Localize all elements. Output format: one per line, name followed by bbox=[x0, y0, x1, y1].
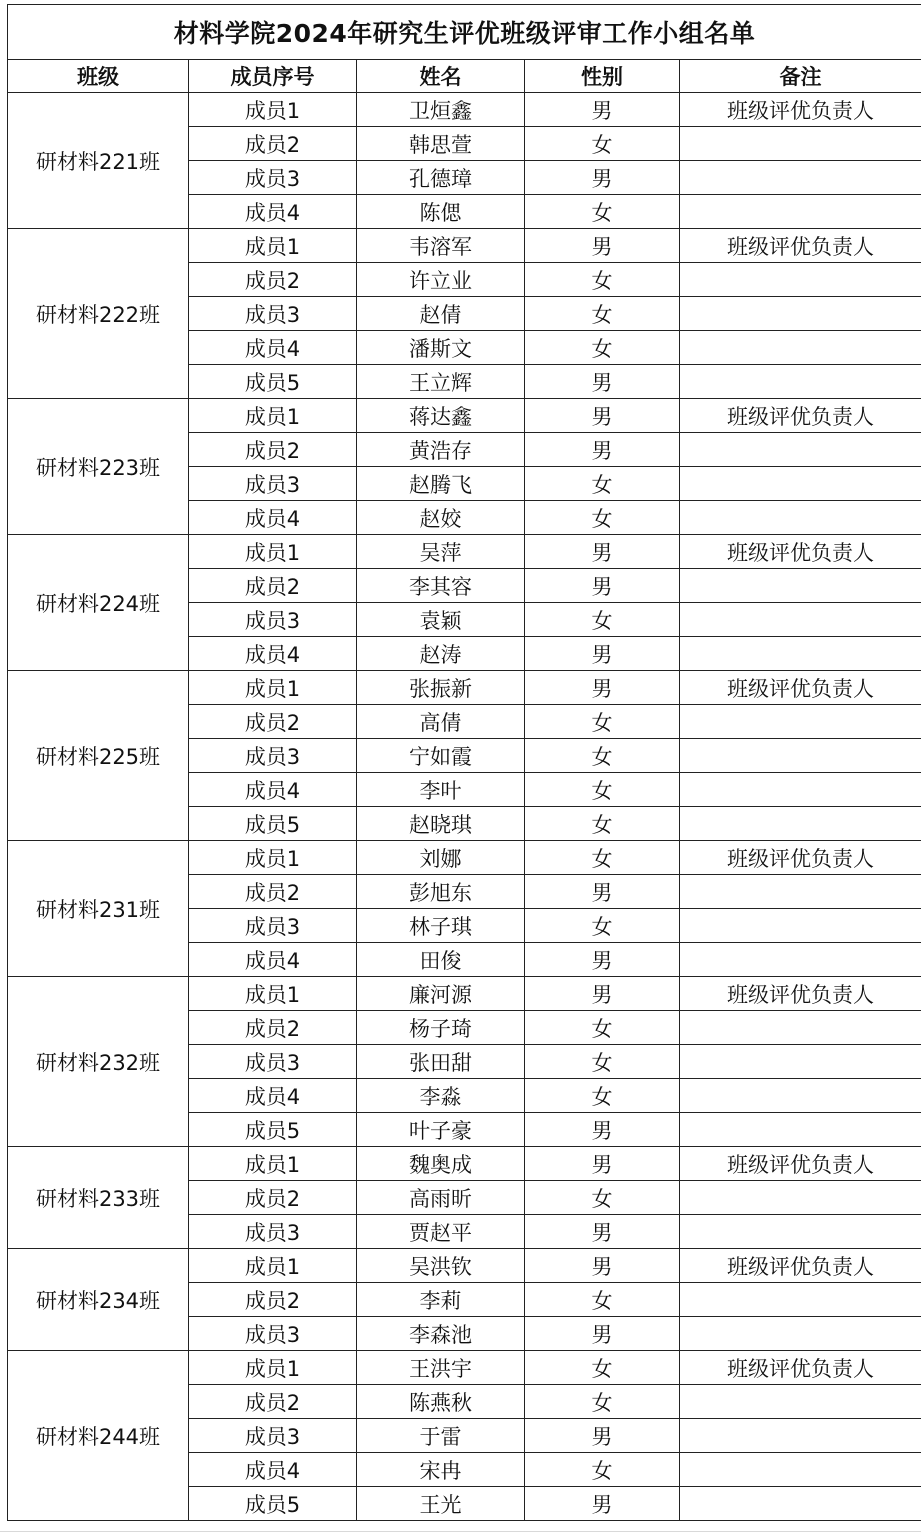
name-cell[interactable]: 吴萍 bbox=[357, 535, 525, 569]
gender-cell[interactable]: 女 bbox=[525, 1011, 680, 1045]
note-cell[interactable]: 班级评优负责人 bbox=[680, 93, 921, 127]
name-cell[interactable]: 许立业 bbox=[357, 263, 525, 297]
class-cell[interactable]: 研材料231班 bbox=[8, 841, 189, 977]
name-cell[interactable]: 魏奥成 bbox=[357, 1147, 525, 1181]
gender-cell[interactable]: 男 bbox=[525, 433, 680, 467]
name-cell[interactable]: 廉河源 bbox=[357, 977, 525, 1011]
gender-cell[interactable]: 女 bbox=[525, 263, 680, 297]
note-cell[interactable]: 班级评优负责人 bbox=[680, 977, 921, 1011]
name-cell[interactable]: 宁如霞 bbox=[357, 739, 525, 773]
name-cell[interactable]: 田俊 bbox=[357, 943, 525, 977]
note-cell[interactable] bbox=[680, 603, 921, 637]
gender-cell[interactable]: 男 bbox=[525, 977, 680, 1011]
gender-cell[interactable]: 男 bbox=[525, 943, 680, 977]
gender-cell[interactable]: 男 bbox=[525, 1215, 680, 1249]
note-cell[interactable] bbox=[680, 1079, 921, 1113]
gender-cell[interactable]: 女 bbox=[525, 1453, 680, 1487]
table-row bbox=[8, 977, 921, 1011]
note-cell[interactable] bbox=[680, 569, 921, 603]
name-cell[interactable]: 王洪宇 bbox=[357, 1351, 525, 1385]
note-cell[interactable] bbox=[680, 1283, 921, 1317]
gender-cell[interactable]: 男 bbox=[525, 365, 680, 399]
gender-cell[interactable]: 男 bbox=[525, 1317, 680, 1351]
note-cell[interactable] bbox=[680, 1453, 921, 1487]
gender-cell[interactable]: 女 bbox=[525, 705, 680, 739]
name-cell[interactable]: 王立辉 bbox=[357, 365, 525, 399]
member-seq-cell[interactable]: 成员3 bbox=[189, 1419, 357, 1453]
member-seq-cell[interactable]: 成员3 bbox=[189, 739, 357, 773]
table-row bbox=[8, 671, 921, 705]
member-seq-cell[interactable]: 成员4 bbox=[189, 1079, 357, 1113]
gender-cell[interactable]: 男 bbox=[525, 229, 680, 263]
note-cell[interactable] bbox=[680, 433, 921, 467]
member-seq-cell[interactable]: 成员2 bbox=[189, 705, 357, 739]
member-seq-cell[interactable]: 成员1 bbox=[189, 1147, 357, 1181]
member-seq-cell[interactable]: 成员2 bbox=[189, 569, 357, 603]
member-seq-cell[interactable]: 成员3 bbox=[189, 1045, 357, 1079]
note-cell[interactable] bbox=[680, 195, 921, 229]
name-cell[interactable]: 杨子琦 bbox=[357, 1011, 525, 1045]
gender-cell[interactable]: 男 bbox=[525, 671, 680, 705]
name-cell[interactable]: 高雨昕 bbox=[357, 1181, 525, 1215]
note-cell[interactable] bbox=[680, 467, 921, 501]
name-cell[interactable]: 卫烜鑫 bbox=[357, 93, 525, 127]
header-note[interactable]: 备注 bbox=[680, 60, 921, 93]
gender-cell[interactable]: 女 bbox=[525, 1351, 680, 1385]
title-row bbox=[8, 5, 921, 60]
note-cell[interactable] bbox=[680, 365, 921, 399]
gender-cell[interactable]: 女 bbox=[525, 467, 680, 501]
member-seq-cell[interactable]: 成员4 bbox=[189, 1453, 357, 1487]
member-seq-cell[interactable]: 成员1 bbox=[189, 841, 357, 875]
name-cell[interactable]: 于雷 bbox=[357, 1419, 525, 1453]
class-cell[interactable]: 研材料223班 bbox=[8, 399, 189, 535]
name-cell[interactable]: 韩思萱 bbox=[357, 127, 525, 161]
note-cell[interactable] bbox=[680, 1181, 921, 1215]
member-seq-cell[interactable]: 成员5 bbox=[189, 365, 357, 399]
class-cell[interactable]: 研材料221班 bbox=[8, 93, 189, 229]
member-seq-cell[interactable]: 成员4 bbox=[189, 943, 357, 977]
note-cell[interactable] bbox=[680, 1385, 921, 1419]
member-seq-cell[interactable]: 成员4 bbox=[189, 637, 357, 671]
note-cell[interactable] bbox=[680, 161, 921, 195]
name-cell[interactable]: 李淼 bbox=[357, 1079, 525, 1113]
class-cell[interactable]: 研材料244班 bbox=[8, 1351, 189, 1521]
gender-cell[interactable]: 女 bbox=[525, 501, 680, 535]
member-seq-cell[interactable]: 成员2 bbox=[189, 1011, 357, 1045]
member-seq-cell[interactable]: 成员1 bbox=[189, 93, 357, 127]
name-cell[interactable]: 赵晓琪 bbox=[357, 807, 525, 841]
gender-cell[interactable]: 女 bbox=[525, 195, 680, 229]
member-seq-cell[interactable]: 成员4 bbox=[189, 501, 357, 535]
note-cell[interactable]: 班级评优负责人 bbox=[680, 1249, 921, 1283]
member-seq-cell[interactable]: 成员2 bbox=[189, 433, 357, 467]
header-row bbox=[8, 60, 921, 93]
name-cell[interactable]: 李莉 bbox=[357, 1283, 525, 1317]
gender-cell[interactable]: 男 bbox=[525, 399, 680, 433]
gender-cell[interactable]: 女 bbox=[525, 297, 680, 331]
member-seq-cell[interactable]: 成员1 bbox=[189, 535, 357, 569]
note-cell[interactable] bbox=[680, 1215, 921, 1249]
gender-cell[interactable]: 男 bbox=[525, 161, 680, 195]
note-cell[interactable]: 班级评优负责人 bbox=[680, 399, 921, 433]
table-row bbox=[8, 93, 921, 127]
gender-cell[interactable]: 男 bbox=[525, 1487, 680, 1521]
gender-cell[interactable]: 女 bbox=[525, 773, 680, 807]
member-seq-cell[interactable]: 成员3 bbox=[189, 1215, 357, 1249]
gender-cell[interactable]: 女 bbox=[525, 127, 680, 161]
name-cell[interactable]: 李其容 bbox=[357, 569, 525, 603]
name-cell[interactable]: 陈偲 bbox=[357, 195, 525, 229]
member-seq-cell[interactable]: 成员2 bbox=[189, 127, 357, 161]
gender-cell[interactable]: 女 bbox=[525, 807, 680, 841]
name-cell[interactable]: 蒋达鑫 bbox=[357, 399, 525, 433]
class-cell[interactable]: 研材料232班 bbox=[8, 977, 189, 1147]
note-cell[interactable]: 班级评优负责人 bbox=[680, 841, 921, 875]
header-gender[interactable]: 性别 bbox=[525, 60, 680, 93]
gender-cell[interactable]: 女 bbox=[525, 1283, 680, 1317]
note-cell[interactable]: 班级评优负责人 bbox=[680, 535, 921, 569]
gender-cell[interactable]: 男 bbox=[525, 875, 680, 909]
note-cell[interactable] bbox=[680, 297, 921, 331]
member-seq-cell[interactable]: 成员2 bbox=[189, 1385, 357, 1419]
note-cell[interactable] bbox=[680, 127, 921, 161]
member-seq-cell[interactable]: 成员3 bbox=[189, 297, 357, 331]
gender-cell[interactable]: 男 bbox=[525, 93, 680, 127]
note-cell[interactable] bbox=[680, 1113, 921, 1147]
name-cell[interactable]: 刘娜 bbox=[357, 841, 525, 875]
member-seq-cell[interactable]: 成员5 bbox=[189, 807, 357, 841]
name-cell[interactable]: 赵倩 bbox=[357, 297, 525, 331]
class-cell[interactable]: 研材料234班 bbox=[8, 1249, 189, 1351]
name-cell[interactable]: 赵姣 bbox=[357, 501, 525, 535]
name-cell[interactable]: 彭旭东 bbox=[357, 875, 525, 909]
header-class[interactable]: 班级 bbox=[8, 60, 189, 93]
name-cell[interactable]: 贾赵平 bbox=[357, 1215, 525, 1249]
member-seq-cell[interactable]: 成员4 bbox=[189, 331, 357, 365]
note-cell[interactable] bbox=[680, 943, 921, 977]
note-cell[interactable] bbox=[680, 875, 921, 909]
table-title[interactable]: 材料学院2024年研究生评优班级评审工作小组名单 bbox=[8, 5, 921, 60]
name-cell[interactable]: 高倩 bbox=[357, 705, 525, 739]
name-cell[interactable]: 李叶 bbox=[357, 773, 525, 807]
sheet-gridline bbox=[0, 1531, 921, 1532]
member-seq-cell[interactable]: 成员2 bbox=[189, 875, 357, 909]
header-member-seq[interactable]: 成员序号 bbox=[189, 60, 357, 93]
note-cell[interactable] bbox=[680, 705, 921, 739]
name-cell[interactable]: 赵腾飞 bbox=[357, 467, 525, 501]
table-row bbox=[8, 1351, 921, 1385]
name-cell[interactable]: 张田甜 bbox=[357, 1045, 525, 1079]
note-cell[interactable] bbox=[680, 1011, 921, 1045]
name-cell[interactable]: 袁颖 bbox=[357, 603, 525, 637]
note-cell[interactable] bbox=[680, 1045, 921, 1079]
gender-cell[interactable]: 男 bbox=[525, 1147, 680, 1181]
note-cell[interactable] bbox=[680, 331, 921, 365]
gender-cell[interactable]: 女 bbox=[525, 739, 680, 773]
gender-cell[interactable]: 女 bbox=[525, 1079, 680, 1113]
table-row bbox=[8, 399, 921, 433]
member-seq-cell[interactable]: 成员1 bbox=[189, 977, 357, 1011]
gender-cell[interactable]: 女 bbox=[525, 331, 680, 365]
header-name[interactable]: 姓名 bbox=[357, 60, 525, 93]
note-cell[interactable] bbox=[680, 1487, 921, 1521]
gender-cell[interactable]: 女 bbox=[525, 1385, 680, 1419]
gender-cell[interactable]: 男 bbox=[525, 637, 680, 671]
member-seq-cell[interactable]: 成员3 bbox=[189, 909, 357, 943]
gender-cell[interactable]: 男 bbox=[525, 1249, 680, 1283]
note-cell[interactable] bbox=[680, 637, 921, 671]
note-cell[interactable] bbox=[680, 909, 921, 943]
note-cell[interactable]: 班级评优负责人 bbox=[680, 1147, 921, 1181]
note-cell[interactable] bbox=[680, 807, 921, 841]
note-cell[interactable] bbox=[680, 773, 921, 807]
gender-cell[interactable]: 男 bbox=[525, 535, 680, 569]
class-cell[interactable]: 研材料225班 bbox=[8, 671, 189, 841]
member-seq-cell[interactable]: 成员1 bbox=[189, 1351, 357, 1385]
member-seq-cell[interactable]: 成员3 bbox=[189, 161, 357, 195]
table-row bbox=[8, 1249, 921, 1283]
class-cell[interactable]: 研材料222班 bbox=[8, 229, 189, 399]
member-seq-cell[interactable]: 成员1 bbox=[189, 399, 357, 433]
note-cell[interactable]: 班级评优负责人 bbox=[680, 1351, 921, 1385]
spreadsheet bbox=[7, 4, 921, 1521]
note-cell[interactable] bbox=[680, 263, 921, 297]
name-cell[interactable]: 赵涛 bbox=[357, 637, 525, 671]
name-cell[interactable]: 叶子豪 bbox=[357, 1113, 525, 1147]
gender-cell[interactable]: 女 bbox=[525, 1045, 680, 1079]
name-cell[interactable]: 王光 bbox=[357, 1487, 525, 1521]
name-cell[interactable]: 吴洪钦 bbox=[357, 1249, 525, 1283]
member-seq-cell[interactable]: 成员1 bbox=[189, 1249, 357, 1283]
member-seq-cell[interactable]: 成员5 bbox=[189, 1113, 357, 1147]
table-row bbox=[8, 229, 921, 263]
name-cell[interactable]: 孔德璋 bbox=[357, 161, 525, 195]
member-seq-cell[interactable]: 成员3 bbox=[189, 467, 357, 501]
class-cell[interactable]: 研材料224班 bbox=[8, 535, 189, 671]
member-seq-cell[interactable]: 成员1 bbox=[189, 671, 357, 705]
member-seq-cell[interactable]: 成员4 bbox=[189, 195, 357, 229]
member-seq-cell[interactable]: 成员5 bbox=[189, 1487, 357, 1521]
gender-cell[interactable]: 女 bbox=[525, 603, 680, 637]
table-row bbox=[8, 535, 921, 569]
roster-table bbox=[7, 4, 921, 1521]
note-cell[interactable] bbox=[680, 1419, 921, 1453]
gender-cell[interactable]: 男 bbox=[525, 1419, 680, 1453]
member-seq-cell[interactable]: 成员2 bbox=[189, 1283, 357, 1317]
note-cell[interactable]: 班级评优负责人 bbox=[680, 671, 921, 705]
gender-cell[interactable]: 女 bbox=[525, 1181, 680, 1215]
member-seq-cell[interactable]: 成员3 bbox=[189, 1317, 357, 1351]
name-cell[interactable]: 李森池 bbox=[357, 1317, 525, 1351]
table-row bbox=[8, 841, 921, 875]
name-cell[interactable]: 宋冉 bbox=[357, 1453, 525, 1487]
member-seq-cell[interactable]: 成员3 bbox=[189, 603, 357, 637]
member-seq-cell[interactable]: 成员2 bbox=[189, 263, 357, 297]
note-cell[interactable] bbox=[680, 1317, 921, 1351]
name-cell[interactable]: 韦溶军 bbox=[357, 229, 525, 263]
class-cell[interactable]: 研材料233班 bbox=[8, 1147, 189, 1249]
gender-cell[interactable]: 女 bbox=[525, 909, 680, 943]
table-row bbox=[8, 1147, 921, 1181]
member-seq-cell[interactable]: 成员4 bbox=[189, 773, 357, 807]
gender-cell[interactable]: 男 bbox=[525, 569, 680, 603]
member-seq-cell[interactable]: 成员1 bbox=[189, 229, 357, 263]
name-cell[interactable]: 陈燕秋 bbox=[357, 1385, 525, 1419]
gender-cell[interactable]: 女 bbox=[525, 841, 680, 875]
note-cell[interactable] bbox=[680, 739, 921, 773]
member-seq-cell[interactable]: 成员2 bbox=[189, 1181, 357, 1215]
name-cell[interactable]: 张振新 bbox=[357, 671, 525, 705]
name-cell[interactable]: 黄浩存 bbox=[357, 433, 525, 467]
note-cell[interactable] bbox=[680, 501, 921, 535]
note-cell[interactable]: 班级评优负责人 bbox=[680, 229, 921, 263]
name-cell[interactable]: 潘斯文 bbox=[357, 331, 525, 365]
name-cell[interactable]: 林子琪 bbox=[357, 909, 525, 943]
gender-cell[interactable]: 男 bbox=[525, 1113, 680, 1147]
